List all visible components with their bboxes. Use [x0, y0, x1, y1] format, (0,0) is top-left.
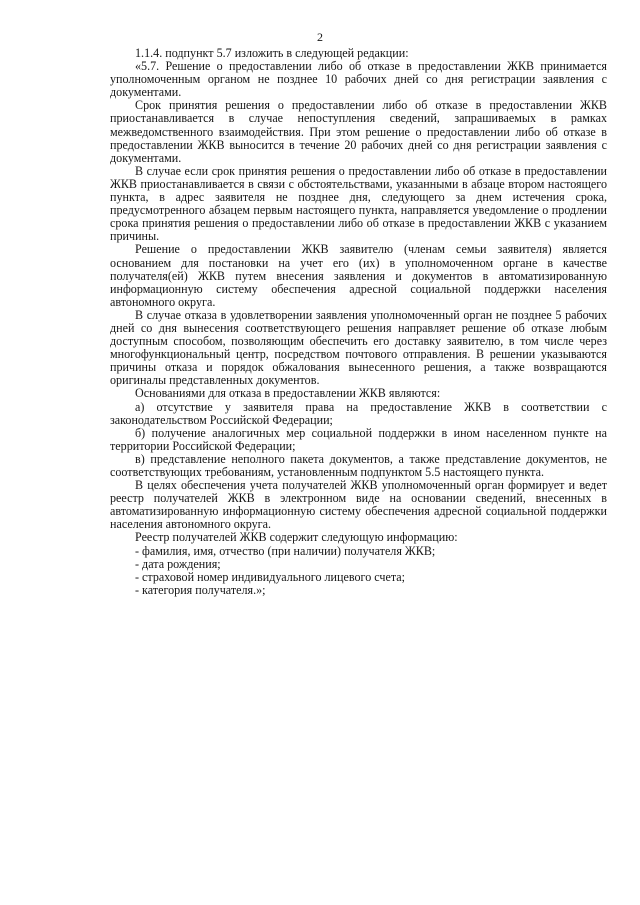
paragraph-refusal-grounds-intro: Основаниями для отказа в предоставлении ЖКВ являются: — [135, 386, 441, 401]
paragraph-5-7-decision-deadline: «5.7. Решение о предоставлении либо об отказе в предоставлении ЖКВ принимается уполномоченным органом не позднее 10 рабочих дней со дня регистрации заявления с документами. — [110, 59, 607, 100]
paragraph-subpoint-heading: 1.1.4. подпункт 5.7 изложить в следующей редакции: — [135, 46, 409, 60]
paragraph-registration-basis: Решение о предоставлении ЖКВ заявителю (членам семьи заявителя) является основанием для постановки на учет его (их) в уполномоченном органе в качестве получателя(ей) ЖКВ путем внесения заявления и документов в автоматизированную информационную систему обеспечения адресной социальной поддержки населения автономного округа. — [110, 242, 607, 309]
paragraph-refusal-ground-a: а) отсутствие у заявителя права на предоставление ЖКВ в соответствии с законодательством Российской Федерации; — [110, 399, 607, 427]
document-body — [110, 47, 607, 597]
paragraph-refusal-ground-b: б) получение аналогичных мер социальной поддержки в ином населенном пункте на территории Российской Федерации; — [110, 425, 607, 453]
list-item-insurance-number: - страховой номер индивидуального лицевого счета; — [135, 569, 406, 584]
page-number: 2 — [317, 30, 323, 44]
list-item-full-name: - фамилия, имя, отчество (при наличии) получателя ЖКВ; — [135, 543, 436, 558]
paragraph-suspension-term: Срок принятия решения о предоставлении либо об отказе в предоставлении ЖКВ приостанавливается в случае непоступления сведений, запрашиваемых в рамках межведомственного взаимодействия. При этом решение о предоставлении либо об отказе в предоставлении ЖКВ выносится в течение 20 рабочих дней со дня регистрации заявления с документами. — [110, 98, 607, 165]
paragraph-registry-contents-intro: Реестр получателей ЖКВ содержит следующую информацию: — [135, 530, 458, 545]
paragraph-extension-notice: В случае если срок принятия решения о предоставлении либо об отказе в предоставлении ЖКВ приостанавливается в связи с обстоятельствами, указанными в абзаце втором настоящего пункта, в адрес заявителя не позднее дня, следующего за днем истечения срока, предусмотренного абзацем первым настоящего пункта, направляется уведомление о продлении срока принятия решения о предоставлении либо об отказе в предоставлении ЖКВ с указанием причины. — [110, 163, 607, 244]
list-item-birth-date: - дата рождения; — [135, 556, 221, 571]
paragraph-refusal-procedure: В случае отказа в удовлетворении заявления уполномоченный орган не позднее 5 рабочих дней со дня вынесения соответствующего решения направляет решение об отказе любым доступным способом, позволяющим обеспечить его доставку заявителю, в том числе через многофункциональный центр, посредством почтового отправления. В решении указываются причины отказа и порядок обжалования вынесенного решения, а также возвращаются оригиналы представленных документов. — [110, 307, 607, 388]
paragraph-refusal-ground-c: в) представление неполного пакета документов, а также представление документов, не соответствующих требованиям, установленным подпунктом 5.5 настоящего пункта. — [110, 451, 607, 479]
paragraph-registry-maintenance: В целях обеспечения учета получателей ЖКВ уполномоченный орган формирует и ведет реестр получателей ЖКВ в электронном виде на основании сведений, внесенных в автоматизированную информационную систему обеспечения адресной социальной поддержки населения автономного округа. — [110, 478, 607, 532]
list-item-recipient-category: - категория получателя.»; — [135, 582, 266, 597]
